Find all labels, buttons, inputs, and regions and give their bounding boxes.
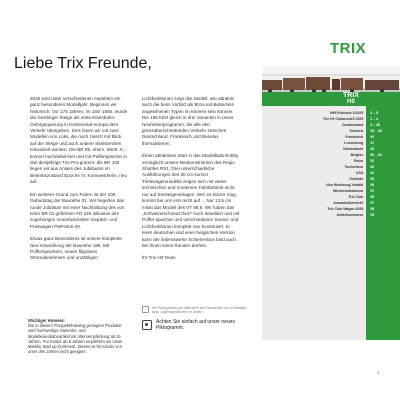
paragraph: Lichtfunktionen zeigt das Modell, wie attraktiv auch die beim Vorbild als Brot-und-Butterloks angesehenen Typen im Kleinen sein können. Die 186 führt gleich in drei Varianten in unser Neuheitenprogramm, die alle den grenzüberschreitenden Verkehr zwischen Deutschland, Frankreich und Benelux thematisieren. bbox=[142, 96, 235, 146]
toc-label: Trix Club Wagen 2025 bbox=[327, 207, 364, 211]
toc-label: Trix H0 Clubmodell 2025 bbox=[322, 117, 364, 121]
paragraph: Einen attraktiven Start in das Modellbahnhobby ermöglicht unsere Neukonstruktion des Regio Shuttles RS1. Drei unterschiedliche Ausführungen des 30 cm kurzen Triebwagenmodells zeigen sich mit vielen technischen und modernen Fahrtbetrieb nicht nur auf Einsteigeranlagen. Wer es kürzer mag, kommt bei uns erst recht auf ... Nur 13,5 cm misst das Modell des VT 98.9. Wir haben das „Schweineschnäuzchen" hoch detailliert und mit Puffer-speicher und verschiedenen Sound- und Lichtfunktionen komplett neu konstruiert. In einer deutschen und einer belgischen Version kann der liebenswerte Schienenbus bald auch bei Ihnen seine Runden drehen. bbox=[142, 153, 240, 248]
toc-pages: 58 bbox=[370, 195, 375, 199]
toc-pages: 6 – 35 bbox=[370, 123, 381, 127]
toc-label: MHI Exklusiv 1/2025 bbox=[330, 111, 364, 115]
toc-label: Zubehör bbox=[349, 177, 364, 181]
toc-pages: 57 bbox=[370, 189, 375, 193]
pictogram-caption: Mit Piktogramm zur Übersicht der Neuheiten von Einsteiger- bzw. Jugendprodukten in Zeilen bbox=[152, 306, 248, 315]
toc-label: Frankreich bbox=[345, 135, 364, 139]
toc-pages: 59 bbox=[370, 213, 375, 217]
intro-column-right bbox=[142, 96, 240, 268]
toc-pages: 52 bbox=[370, 159, 375, 163]
intro-column-left bbox=[30, 96, 128, 268]
paragraph: Etwas ganz Besonderes ist unsere komplette Neu-entwicklung der Baureihe 186. Mit Pufferspeichern, neuen filigranen Stromabnehmern und unzähligen bbox=[30, 236, 122, 261]
toc-label: Niederlande bbox=[343, 147, 364, 151]
toc-pages: 56 bbox=[370, 183, 375, 187]
note-body: Die in diesem Prospekt/Katalog gezeigten Produkte sind hochwertige Sammler- und Modelleisenbahnartikel mit Altersempfehlung ab 15 Jahren. Für Kinder ab 8 Jahren empfehlen wir unser Märklin Start up Sortiment. Dieses ist für Kinder von unter drei Jahren nicht geeignet. bbox=[28, 323, 123, 355]
toc-label: Wiederaufnahmen bbox=[333, 189, 364, 193]
pictogram-icon bbox=[142, 320, 152, 330]
band-title: TRIX bbox=[343, 92, 359, 99]
toc-label: Luxemburg bbox=[344, 141, 364, 145]
pictogram-icon bbox=[142, 306, 149, 313]
toc-pages: 55 bbox=[370, 177, 375, 181]
toc-label: Deutschland bbox=[342, 123, 364, 127]
toc-label: USA bbox=[355, 171, 364, 175]
toc-label: Schweiz bbox=[349, 129, 364, 133]
toc-pages: 2 – 5 bbox=[370, 111, 379, 115]
page-headline: Liebe Trix Freunde, bbox=[14, 55, 152, 72]
toc-pages: 50 – 51 bbox=[370, 153, 382, 157]
band-subtitle: H0 bbox=[347, 99, 355, 105]
paragraph: 2025 wird unter verschiedenen Aspekten ein ganz besonderes Modelljahr. Beginnen wir historisch: Vor 175 Jahren, im Jahr 1850, wurde die Geislinger Steige als erste Eisenbahn-Gebirgsquerung in Kontinental-europa dem Verkehr übergeben. Dies feiern wir mit zwei Modellen von Loks, die noch zuletzt mit Blick auf die Steige und auch andere Steilstrecken entwickelt wurden. Die BR 95, ehem. Württ. K, kommt hochdetail-liert und mit Pufferspeicher in das diesjährige Trix-Pro-gramm; die BR 193 liegen wir aus Anlass des Jubiläums im Betriebszustand Epoche IV, Kornwestheim, neu auf. bbox=[30, 96, 128, 185]
note-title: Wichtiger Hinweis! bbox=[28, 318, 65, 323]
table-of-contents bbox=[300, 110, 400, 218]
brand-band bbox=[262, 92, 400, 106]
toc-label: Auswahlübersicht bbox=[333, 201, 364, 205]
toc-label: Belgien bbox=[350, 153, 364, 157]
toc-entry[interactable] bbox=[300, 212, 400, 218]
toc-pages: 58 bbox=[370, 207, 375, 211]
toc-pages: 2 – 3 bbox=[370, 117, 379, 121]
pictogram-note bbox=[142, 306, 252, 331]
toc-pages: 49 bbox=[370, 147, 375, 151]
important-note bbox=[28, 318, 128, 354]
toc-pages: 40 bbox=[370, 135, 375, 139]
toc-label: Polen bbox=[353, 159, 364, 163]
toc-pages: 57 bbox=[370, 201, 375, 205]
toc-label: Trix Club bbox=[348, 195, 364, 199]
paragraph: Ein weiterer Grund zum Feiern ist der 100. Geburtstag der Baureihe 01. Wir begehen das runde Jubiläum mit einer Nachbildung des von einer BR 01 geführten FD 226 inklusive des zugehörigen neuentwickelten Gepäck- und Postwagen PwPost4i-28. bbox=[30, 191, 125, 229]
toc-label: Artikelnummern bbox=[336, 213, 364, 217]
toc-pages: 36 – 39 bbox=[370, 129, 382, 133]
signature: Ihr Trix H0 Team bbox=[142, 255, 176, 261]
toc-pages: 53 bbox=[370, 165, 375, 169]
pictogram-hint: Achten Sie einfach auf unser neues Piktogramm. bbox=[156, 318, 235, 331]
toc-pages: 47 bbox=[370, 141, 375, 145]
toc-label: Neu Werkzeug-Vorbild bbox=[326, 183, 364, 187]
trix-logo: TRIX bbox=[330, 40, 367, 57]
toc-label: Tschechien bbox=[344, 165, 364, 169]
page-number: 1 bbox=[377, 370, 380, 375]
toc-pages: 54 bbox=[370, 171, 375, 175]
